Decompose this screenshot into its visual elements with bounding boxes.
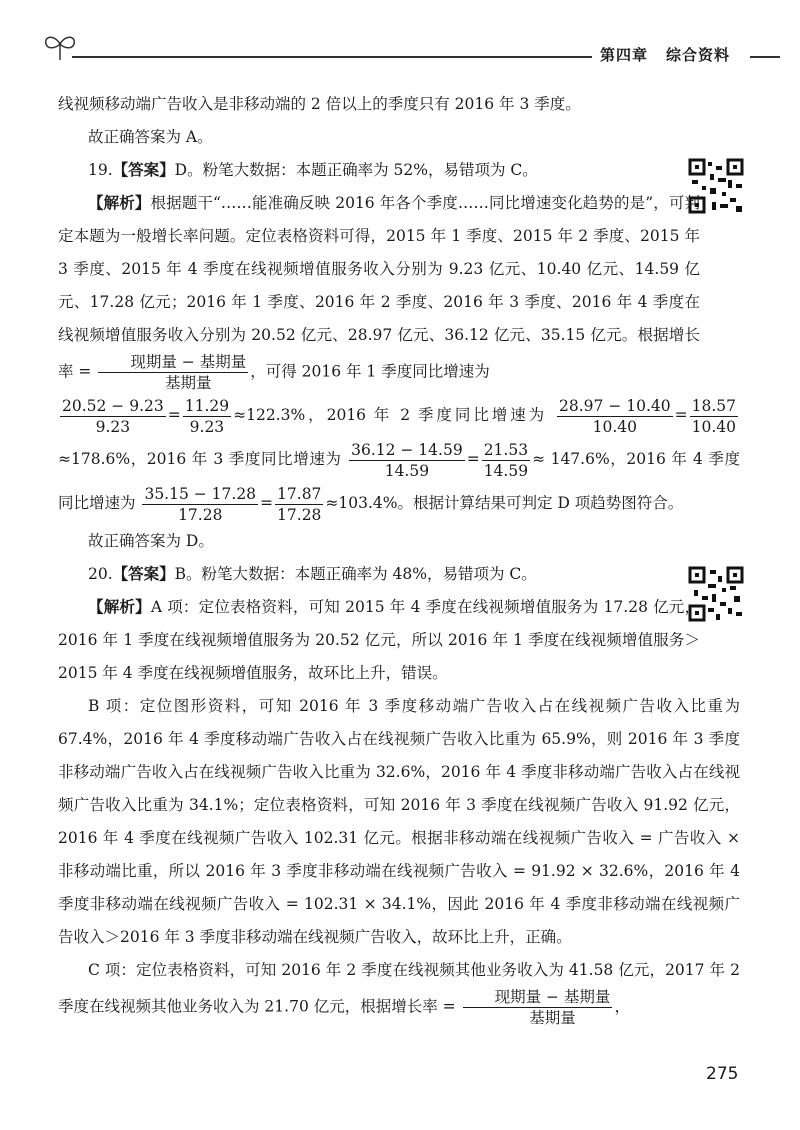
fraction-denominator: 14.59 [483,461,529,480]
fraction [183,396,231,437]
fraction [142,484,258,525]
header-rule-left [72,56,592,58]
fraction-growth-rate [98,352,248,393]
page-number: 275 [706,1064,739,1084]
fraction-denominator: 基期量 [529,1009,576,1027]
fraction-numerator: 20.52 − 9.23 [62,396,164,415]
analysis-19 [58,187,740,393]
question-number: 20. [88,565,113,583]
answer-tag: 【答案】 [112,565,175,583]
fraction-denominator: 9.23 [95,417,131,436]
fraction-numerator: 21.53 [483,440,529,459]
header-rule-right [750,56,780,58]
analysis-tag: 【解析】 [88,194,151,212]
fraction-denominator: 基期量 [165,374,212,392]
answer-tag: 【答案】 [112,161,175,179]
page-header [40,28,760,78]
fraction-denominator: 10.40 [592,417,638,436]
fraction-numerator: 现期量 − 基期量 [463,987,613,1008]
fraction [60,396,166,437]
analysis-text: C 项：定位表格资料，可知 2016 年 2 季度在线视频其他业务收入为 41.58 亿元，2017 年 2 季度在线视频其他业务收入为 21.70 亿元，根据增长率 = [58,961,740,1016]
fraction-numerator: 28.97 − 10.40 [559,396,671,415]
fraction-denominator: 9.23 [189,417,225,436]
answer-text: D。粉笔大数据：本题正确率为 52%，易错项为 C。 [174,161,538,179]
analysis-text: 根据题干“……能准确反映 2016 年各个季度……同比增速变化趋势的是”，可判定本题为一般增长率问题。定位表格资料可得，2015 年 1 季度、2015 年 2 季度、2015 年 3 季度、2015 年 4 季度在线视频增值服务收入分别为 9.23 亿元、10.40 亿元、14.59 亿元、17.28 亿元；2016 年 1 季度、2016 年 2 季度、2016 年 3 季度、2016 年 4 季度在线视频增值服务收入分别为 20.52 亿元、28.97 亿元、36.12 亿元、35.15 亿元。根据增长率 = [58,194,700,381]
fraction [557,396,673,437]
fraction-denominator: 17.28 [178,505,223,524]
calc-line: $\frac{20.52 - 9.23}{9.23}$ = $\frac{11.29}{9.23}$ ≈122.3%，2016 年 2 季度同比增速为 $\frac{28.97 - 10.40}{10.40}$ = $\frac{18.57}{10.40}$ ≈178.6%，2016 年 3 季度同比增速为 $\frac{36.12 - 14.59}{14.59}$ = $\frac{21.53}{14.59}$ ≈ 147.6%，2016 年 4 季度同比增速为 $\frac{35.15 - 17.28}{17.28}$ = $\frac{17.87}{17.28}$ ≈103.4%。根据计算结果可判定 D 项趋势图符合。 [58,396,741,524]
analysis-20-option-b: B 项：定位图形资料，可知 2016 年 3 季度移动端广告收入占在线视频广告收入比重为 67.4%，2016 年 4 季度移动端广告收入占在线视频广告收入比重为 65.9%，则 2016 年 3 季度非移动端广告收入占在线视频广告收入比重为 32.6%，2016 年 4 季度非移动端广告收入占在线视频广告收入比重为 34.1%；定位表格资料，可知 2016 年 3 季度在线视频广告收入 91.92 亿元，2016 年 4 季度在线视频广告收入 102.31 亿元。根据非移动端在线视频广告收入 = 广告收入 × 非移动端比重，所以 2016 年 3 季度非移动端在线视频广告收入 = 91.92 × 32.6%，2016 年 4 季度非移动端在线视频广告收入 = 102.31 × 34.1%，因此 2016 年 4 季度非移动端在线视频广告收入＞2016 年 3 季度非移动端在线视频广告收入，故环比上升，正确。 [58,697,740,946]
calc-text: ≈178.6%，2016 年 3 季度同比增速为 [58,450,342,468]
calc-text: ≈122.3%，2016 年 2 季度同比增速为 [233,406,548,424]
section-label: 综合资料 [666,46,731,64]
fraction-numerator: 35.15 − 17.28 [144,484,257,503]
analysis-text: A 项：定位表格资料，可知 2015 年 4 季度在线视频增值服务为 17.28 亿元，2016 年 1 季度在线视频增值服务为 20.52 亿元，所以 2016 年 1 季度在线视频增值服务＞2015 年 4 季度在线视频增值服务，故环比上升，错误。 [58,598,700,682]
fraction-numerator: 36.12 − 14.59 [351,440,463,459]
answer-text: B。粉笔大数据：本题正确率为 48%，易错项为 C。 [174,565,537,583]
calc-text: ≈ 147.6%，2016 年 4 季度同比增速为 [58,450,741,512]
fraction [275,484,323,525]
chapter-title [600,44,748,65]
answer-line: 故正确答案为 D。 [88,532,214,550]
analysis-20-option-a [58,591,740,690]
page-body [58,88,740,1028]
fraction-denominator: 14.59 [384,461,430,480]
fraction-growth-rate [463,987,613,1028]
analysis-text: ， [614,997,630,1016]
fraction [482,440,530,481]
fraction-numerator: 现期量 − 基期量 [98,352,248,373]
fraction [690,396,738,437]
leaf-icon [40,28,80,68]
fraction [349,440,465,481]
fraction-numerator: 11.29 [184,396,230,415]
paragraph: 线视频移动端广告收入是非移动端的 2 倍以上的季度只有 2016 年 3 季度。 [58,95,581,113]
chapter-label: 第四章 [600,46,649,64]
fraction-denominator: 10.40 [691,417,736,436]
question-20-answer [58,558,740,591]
answer-line: 故正确答案为 A。 [88,128,213,146]
analysis-tag: 【解析】 [88,598,151,616]
fraction-numerator: 17.87 [277,484,322,503]
question-number: 19. [88,161,113,179]
analysis-20-option-c [58,954,740,1028]
fraction-numerator: 18.57 [691,396,736,415]
fraction-denominator: 17.28 [277,505,322,524]
question-19-answer [58,154,740,187]
calc-text: ≈103.4%。根据计算结果可判定 D 项趋势图符合。 [325,494,684,512]
analysis-text: ，可得 2016 年 1 季度同比增速为 [250,362,490,381]
